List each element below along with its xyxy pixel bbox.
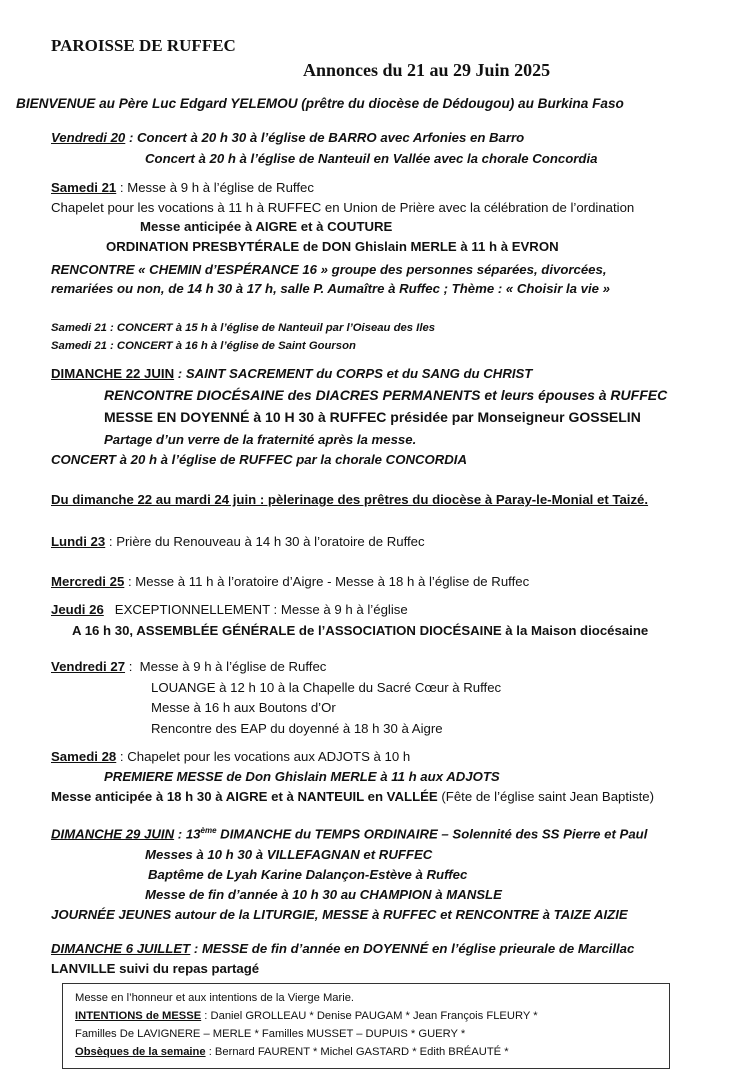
sat28-day: Samedi 28	[51, 749, 117, 764]
sun29-line1	[51, 826, 647, 841]
sat28-mass: Messe anticipée à 18 h 30 à AIGRE et à NANTEUIL en VALLÉE	[51, 789, 438, 804]
sun29-text: DIMANCHE du TEMPS ORDINAIRE – Solennité des SS Pierre et Paul	[216, 826, 648, 842]
sun29-line2: Messes à 10 h 30 à VILLEFAGNAN et RUFFEC	[145, 847, 433, 862]
box-line1: Messe en l’honneur et aux intentions de la Vierge Marie.	[75, 992, 355, 1004]
sat21-line4: ORDINATION PRESBYTÉRALE de DON Ghislain MERLE à 11 h à EVRON	[106, 239, 559, 254]
fri27-line1	[51, 659, 326, 674]
fri27-line3: Messe à 16 h aux Boutons d’Or	[151, 700, 336, 715]
fri27-day: Vendredi 27	[51, 659, 126, 674]
fri20-text: : Concert à 20 h 30 à l’église de BARRO avec Arfonies en Barro	[125, 130, 525, 145]
wed25-line	[51, 574, 529, 589]
sat21-text: : Messe à 9 h à l’église de Ruffec	[116, 180, 314, 195]
fri20-line2: Concert à 20 h à l’église de Nanteuil en Vallée avec la chorale Concordia	[145, 151, 598, 166]
sun22-text: : SAINT SACREMENT du CORPS et du SANG du CHRIST	[174, 366, 533, 381]
wed25-day: Mercredi 25	[51, 574, 125, 589]
sun22-line3: MESSE EN DOYENNÉ à 10 H 30 à RUFFEC présidée par Monseigneur GOSSELIN	[104, 409, 641, 425]
jul6-line2: LANVILLE suivi du repas partagé	[51, 961, 260, 976]
box-line4	[75, 1046, 509, 1058]
jul6-text: : MESSE de fin d’année en DOYENNÉ en l’église prieurale de Marcillac	[190, 941, 635, 956]
sat21-line3: Messe anticipée à AIGRE et à COUTURE	[140, 219, 393, 234]
sun29-number: : 13	[174, 826, 201, 842]
mon23-line	[51, 534, 425, 549]
fri20-line1	[51, 130, 524, 145]
sat21-line2: Chapelet pour les vocations à 11 h à RUFFEC en Union de Prière avec la célébration de l’ordination	[51, 200, 635, 215]
sat21-concert2: Samedi 21 : CONCERT à 16 h à l’église de Saint Gourson	[51, 340, 356, 352]
fri27-line2: LOUANGE à 12 h 10 à la Chapelle du Sacré Cœur à Ruffec	[151, 680, 502, 695]
sun29-line5: JOURNÉE JEUNES autour de la LITURGIE, MESSE à RUFFEC et RENCONTRE à TAIZE AIZIE	[51, 907, 628, 922]
sat28-line3	[51, 789, 654, 804]
welcome-line: BIENVENUE au Père Luc Edgard YELEMOU (prêtre du diocèse de Dédougou) au Burkina Faso	[16, 96, 624, 111]
fri27-text: : Messe à 9 h à l’église de Ruffec	[125, 659, 327, 674]
wed25-text: : Messe à 11 h à l’oratoire d’Aigre - Messe à 18 h à l’église de Ruffec	[124, 574, 530, 589]
sun29-day: DIMANCHE 29 JUIN	[51, 826, 175, 842]
sat21-line1	[51, 180, 314, 195]
sat28-feast: (Fête de l’église saint Jean Baptiste)	[437, 789, 654, 804]
thu26-day: Jeudi 26	[51, 602, 104, 617]
mon23-text: : Prière du Renouveau à 14 h 30 à l’oratoire de Ruffec	[105, 534, 425, 549]
mon23-day: Lundi 23	[51, 534, 106, 549]
sun29-line4: Messe de fin d’année à 10 h 30 au CHAMPION à MANSLE	[145, 887, 502, 902]
fri20-day: Vendredi 20	[51, 130, 126, 145]
sun22-day: DIMANCHE 22 JUIN	[51, 366, 175, 381]
intentions-box	[62, 983, 670, 1069]
box-line3: Familles De LAVIGNERE – MERLE * Familles MUSSET – DUPUIS * GUERY *	[75, 1028, 466, 1040]
sat21-line5: RENCONTRE « CHEMIN d’ESPÉRANCE 16 » groupe des personnes séparées, divorcées,	[51, 262, 607, 277]
sat28-text: : Chapelet pour les vocations aux ADJOTS à 10 h	[116, 749, 411, 764]
sun29-line3: Baptême de Lyah Karine Dalançon-Estève à Ruffec	[148, 867, 468, 882]
obseques-list: : Bernard FAURENT * Michel GASTARD * Edith BRÉAUTÉ *	[205, 1046, 509, 1058]
fri27-line4: Rencontre des EAP du doyenné à 18 h 30 à Aigre	[151, 721, 443, 736]
thu26-line2: A 16 h 30, ASSEMBLÉE GÉNÉRALE de l’ASSOCIATION DIOCÉSAINE à la Maison diocésaine	[72, 623, 649, 638]
sun22-line1	[51, 366, 532, 381]
sat28-line1	[51, 749, 410, 764]
sun22-line5: CONCERT à 20 h à l’église de RUFFEC par la chorale CONCORDIA	[51, 452, 467, 467]
obseques-label: Obsèques de la semaine	[75, 1046, 206, 1058]
sat21-concert1: Samedi 21 : CONCERT à 15 h à l’église de Nanteuil par l’Oiseau des Iles	[51, 322, 436, 334]
sat28-line2: PREMIERE MESSE de Don Ghislain MERLE à 11 h aux ADJOTS	[104, 769, 500, 784]
jul6-day: DIMANCHE 6 JUILLET	[51, 941, 191, 956]
sun29-sup: ème	[200, 826, 217, 835]
thu26-text: EXCEPTIONNELLEMENT : Messe à 9 h à l’église	[103, 602, 408, 617]
thu26-line1	[51, 602, 408, 617]
sun22-line4: Partage d’un verre de la fraternité après la messe.	[104, 432, 417, 447]
intentions-list: : Daniel GROLLEAU * Denise PAUGAM * Jean François FLEURY *	[201, 1010, 538, 1022]
box-line2	[75, 1010, 538, 1022]
parish-title: PAROISSE DE RUFFEC	[51, 36, 236, 55]
sun22-line2: RENCONTRE DIOCÉSAINE des DIACRES PERMANENTS et leurs épouses à RUFFEC	[104, 387, 668, 403]
announcements-title: Annonces du 21 au 29 Juin 2025	[303, 60, 551, 80]
jul6-line1	[51, 941, 634, 956]
pilgrimage-line: Du dimanche 22 au mardi 24 juin : pèlerinage des prêtres du diocèse à Paray-le-Monial et Taizé.	[51, 492, 649, 507]
sat21-line6: remariées ou non, de 14 h 30 à 17 h, salle P. Aumaître à Ruffec ; Thème : « Choisir la vie »	[51, 281, 610, 296]
intentions-label: INTENTIONS de MESSE	[75, 1010, 202, 1022]
sat21-day: Samedi 21	[51, 180, 117, 195]
